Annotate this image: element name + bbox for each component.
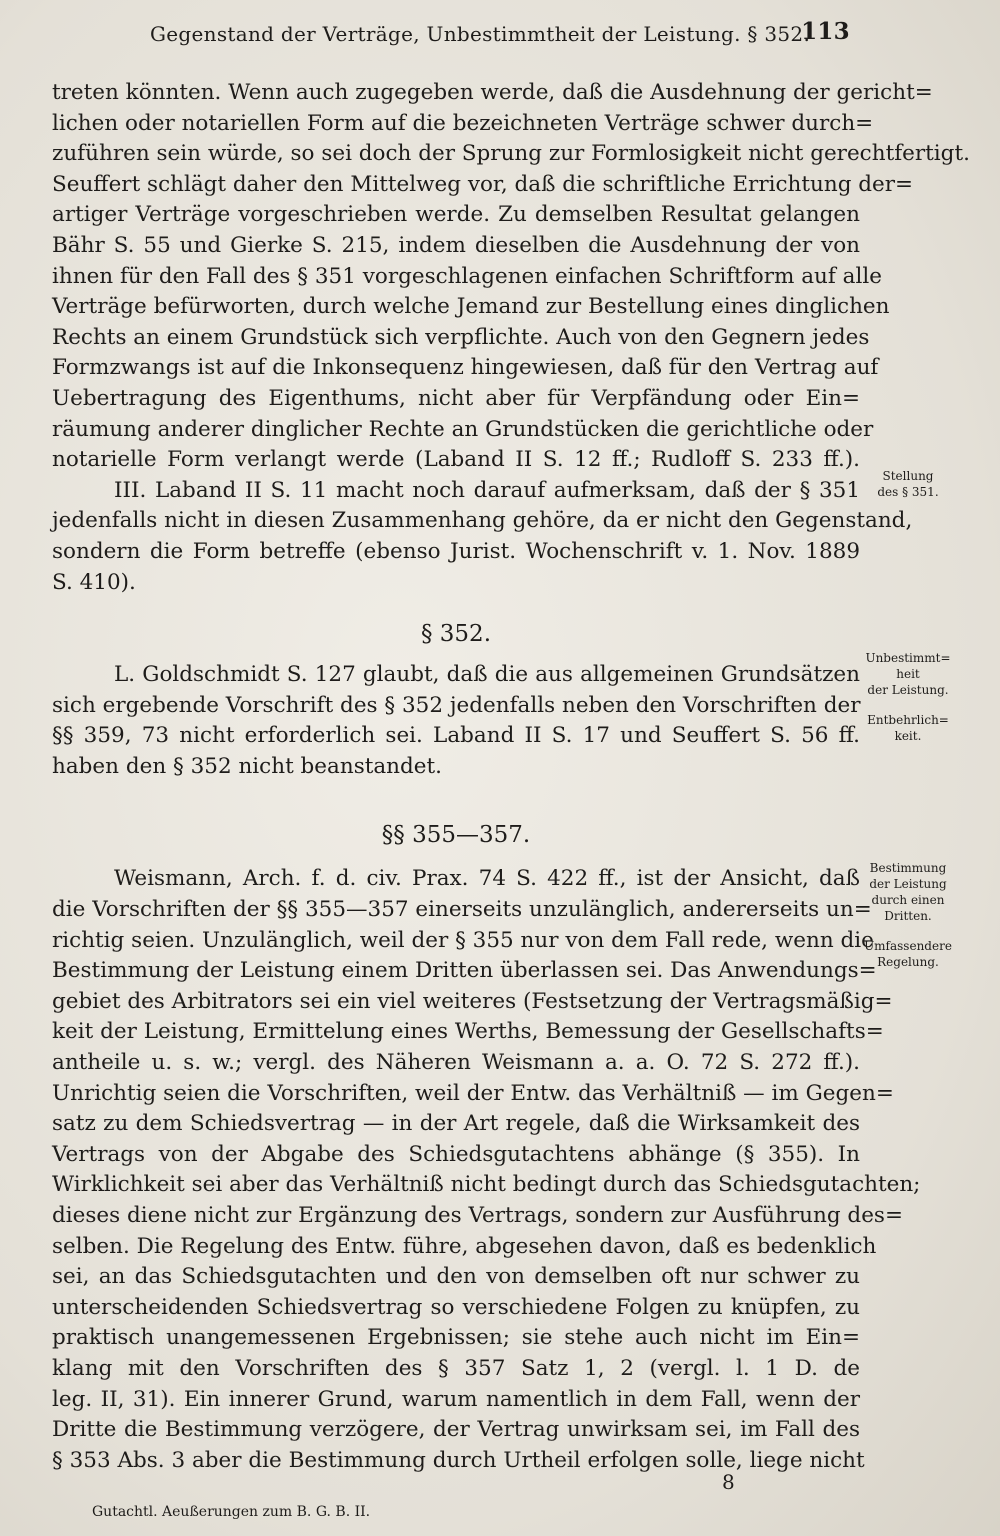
margin-note-line: des § 351. — [877, 485, 939, 499]
text-line: Vertrags von der Abgabe des Schiedsgutachtens abhänge (§ 355). In — [52, 1141, 860, 1167]
margin-note-stellung — [862, 468, 954, 500]
text-line: selben. Die Regelung des Entw. führe, abgesehen davon, daß es bedenklich — [52, 1233, 877, 1259]
text-line: L. Goldschmidt S. 127 glaubt, daß die aus allgemeinen Grundsätzen — [114, 662, 860, 688]
text-line: Weismann, Arch. f. d. civ. Prax. 74 S. 422 ff., ist der Ansicht, daß — [114, 866, 860, 892]
text-line: jedenfalls nicht in diesen Zusammenhang gehöre, da er nicht den Gegenstand, — [52, 508, 913, 534]
running-head-title: Gegenstand der Verträge, Unbestimmtheit der Leistung. § 352. — [150, 22, 811, 46]
text-line: antheile u. s. w.; vergl. des Näheren Weismann a. a. O. 72 S. 272 ff.). — [52, 1050, 860, 1076]
text-line: sei, an das Schiedsgutachten und den von demselben oft nur schwer zu — [52, 1264, 860, 1290]
margin-note-line: keit. — [894, 729, 922, 743]
text-line: Formzwangs ist auf die Inkonsequenz hingewiesen, daß für den Vertrag auf — [52, 355, 879, 381]
text-line: haben den § 352 nicht beanstandet. — [52, 753, 442, 779]
text-line: Rechts an einem Grundstück sich verpflichte. Auch von den Gegnern jedes — [52, 324, 870, 350]
section-heading-352: § 352. — [420, 621, 492, 648]
text-line: satz zu dem Schiedsvertrag — in der Art regele, daß die Wirksamkeit des — [52, 1111, 860, 1137]
text-line: Bähr S. 55 und Gierke S. 215, indem dieselben die Ausdehnung der von — [52, 232, 860, 258]
margin-note-unbestimmtheit — [862, 650, 954, 698]
text-line: III. Laband II S. 11 macht noch darauf aufmerksam, daß der § 351 — [114, 477, 860, 503]
paragraph-352 — [52, 660, 860, 782]
margin-note-line: Stellung — [882, 469, 934, 483]
text-line: treten könnten. Wenn auch zugegeben werde, daß die Ausdehnung der gericht= — [52, 80, 933, 105]
text-line: die Vorschriften der §§ 355—357 einerseits unzulänglich, andererseits un= — [52, 897, 872, 923]
text-line: Seuffert schlägt daher den Mittelweg vor, daß die schriftliche Errichtung der= — [52, 171, 914, 197]
paragraph-formzwang — [52, 78, 970, 476]
page-number: 113 — [801, 18, 850, 45]
text-line: gebiet des Arbitrators sei ein viel weiteres (Festsetzung der Vertragsmäßig= — [52, 988, 893, 1014]
margin-note-line: durch einen — [871, 893, 945, 907]
text-line: klang mit den Vorschriften des § 357 Satz 1, 2 (vergl. l. 1 D. de — [52, 1355, 860, 1381]
text-line: Verträge befürworten, durch welche Jemand zur Bestellung eines dinglichen — [52, 294, 890, 320]
text-line: ihnen für den Fall des § 351 vorgeschlagenen einfachen Schriftform auf alle — [52, 263, 882, 289]
margin-note-umfassendere — [862, 938, 954, 970]
section-heading-355-357: §§ 355—357. — [381, 822, 531, 849]
margin-note-line: heit — [896, 667, 920, 681]
margin-note-bestimmung — [862, 860, 954, 924]
running-head — [150, 16, 850, 50]
margin-note-line: Bestimmung — [869, 861, 947, 875]
text-line: Uebertragung des Eigenthums, nicht aber für Verpfändung oder Ein= — [52, 385, 860, 411]
text-line: §§ 359, 73 nicht erforderlich sei. Laband II S. 17 und Seuffert S. 56 ff. — [52, 723, 860, 749]
margin-note-line: der Leistung. — [867, 683, 949, 697]
text-line: richtig seien. Unzulänglich, weil der § 355 nur von dem Fall rede, wenn die — [52, 927, 874, 953]
signature-mark: 8 — [722, 1470, 735, 1494]
margin-note-line: der Leistung — [869, 877, 947, 891]
margin-note-line: Unbestimmt= — [865, 651, 951, 665]
text-line: lichen oder notariellen Form auf die bezeichneten Verträge schwer durch= — [52, 110, 874, 136]
text-line: Dritte die Bestimmung verzögere, der Vertrag unwirksam sei, im Fall des — [52, 1417, 860, 1443]
text-line: räumung anderer dinglicher Rechte an Grundstücken die gerichtliche oder — [52, 416, 874, 442]
text-line: dieses diene nicht zur Ergänzung des Vertrags, sondern zur Ausführung des= — [52, 1203, 903, 1228]
margin-note-line: Regelung. — [877, 955, 939, 969]
text-line: § 353 Abs. 3 aber die Bestimmung durch Urtheil erfolgen solle, liege nicht — [52, 1447, 865, 1473]
text-line: sich ergebende Vorschrift des § 352 jedenfalls neben den Vorschriften der — [52, 692, 861, 718]
text-line: S. 410). — [52, 569, 136, 595]
text-line: artiger Verträge vorgeschrieben werde. Zu demselben Resultat gelangen — [52, 202, 860, 228]
margin-note-line: Entbehrlich= — [867, 713, 949, 727]
margin-note-line: Umfassendere — [864, 939, 952, 953]
text-line: zuführen sein würde, so sei doch der Sprung zur Formlosigkeit nicht gerechtfertigt. — [52, 141, 970, 167]
text-line: leg. II, 31). Ein innerer Grund, warum namentlich in dem Fall, wenn der — [52, 1386, 860, 1412]
text-line: unterscheidenden Schiedsvertrag so verschiedene Folgen zu knüpfen, zu — [52, 1294, 860, 1320]
text-line: sondern die Form betreffe (ebenso Jurist. Wochenschrift v. 1. Nov. 1889 — [52, 538, 860, 564]
footer-note: Gutachtl. Aeußerungen zum B. G. B. II. — [92, 1504, 371, 1520]
text-line: Unrichtig seien die Vorschriften, weil der Entw. das Verhältniß — im Gegen= — [52, 1080, 894, 1106]
text-line: keit der Leistung, Ermittelung eines Werths, Bemessung der Gesellschafts= — [52, 1019, 884, 1045]
text-line: praktisch unangemessenen Ergebnissen; sie stehe auch nicht im Ein= — [52, 1325, 860, 1351]
margin-note-entbehrlichkeit — [862, 712, 954, 744]
margin-note-line: Dritten. — [884, 909, 932, 923]
text-line: Wirklichkeit sei aber das Verhältniß nicht bedingt durch das Schiedsgutachten; — [52, 1172, 921, 1198]
text-line: notarielle Form verlangt werde (Laband II S. 12 ff.; Rudloff S. 233 ff.). — [52, 447, 860, 473]
text-line: Bestimmung der Leistung einem Dritten überlassen sei. Das Anwendungs= — [52, 958, 877, 984]
